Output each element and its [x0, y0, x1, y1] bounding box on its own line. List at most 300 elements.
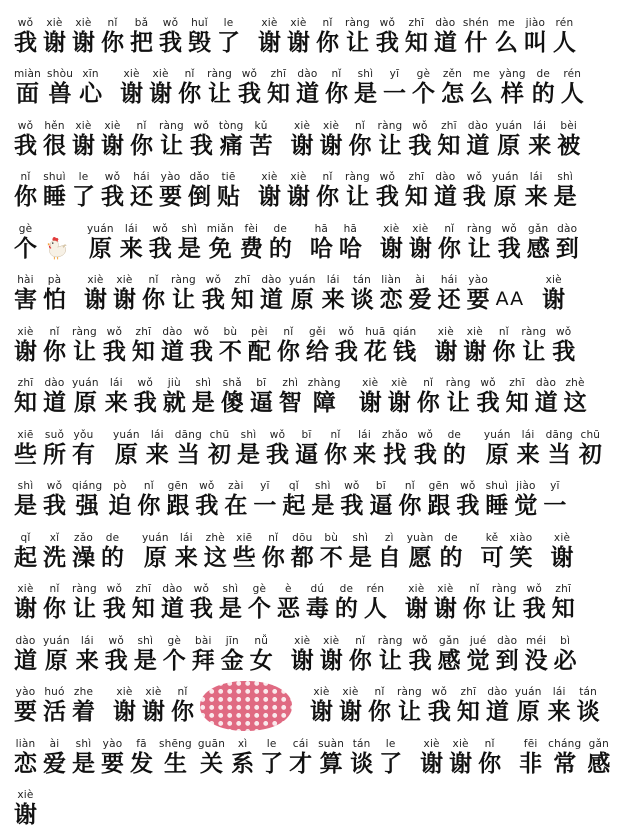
- hanzi: 还: [130, 183, 153, 210]
- pinyin: shì: [223, 583, 239, 595]
- ruby-char: [248, 326, 271, 365]
- hanzi: 你: [137, 492, 160, 519]
- hanzi: 你: [368, 698, 391, 725]
- hanzi: 来: [76, 647, 99, 674]
- ruby-char: [149, 223, 172, 262]
- hanzi: 金: [221, 647, 244, 674]
- pinyin: dú: [311, 583, 325, 595]
- hanzi: 谢: [449, 750, 472, 777]
- pinyin: wǒ: [47, 480, 62, 492]
- ruby-char: [250, 120, 273, 159]
- hanzi: 谢: [72, 132, 95, 159]
- ruby-char: [484, 429, 511, 468]
- pinyin: xiè: [17, 583, 33, 595]
- pinyin: hěn: [44, 120, 64, 132]
- pinyin: qǐ: [21, 532, 31, 544]
- pinyin: zhī: [441, 120, 457, 132]
- pinyin: ràng: [467, 223, 492, 235]
- text-line: [14, 365, 626, 417]
- pinyin: xīn: [82, 68, 98, 80]
- ruby-char: [287, 17, 310, 56]
- pinyin: wǒ: [199, 480, 214, 492]
- ruby-char: [339, 223, 362, 262]
- ruby-char: [463, 171, 486, 210]
- pinyin: cháng: [548, 738, 581, 750]
- ruby-char: [43, 17, 66, 56]
- ruby-char: [72, 429, 95, 468]
- ruby-char: [163, 635, 186, 674]
- hanzi: 我: [159, 29, 182, 56]
- hanzi: 谢: [287, 29, 310, 56]
- hanzi: 谢: [142, 698, 165, 725]
- hanzi: 道: [43, 389, 66, 416]
- ruby-char: [120, 223, 143, 262]
- ruby-char: [467, 635, 490, 674]
- hanzi: 没: [525, 647, 548, 674]
- hanzi: 毒: [306, 595, 329, 622]
- text-line: [14, 4, 626, 56]
- text-line: [14, 674, 626, 726]
- ruby-char: [340, 480, 363, 519]
- ruby-char: [14, 377, 37, 416]
- hanzi: 障: [313, 389, 336, 416]
- pinyin: nǐ: [108, 17, 118, 29]
- pinyin: nǐ: [405, 480, 415, 492]
- pinyin: yuán: [113, 429, 140, 441]
- ruby-char: [195, 480, 218, 519]
- ruby-char: [470, 68, 493, 107]
- hanzi: 你: [438, 235, 461, 262]
- pinyin: nǐ: [331, 429, 341, 441]
- pinyin: xiè: [75, 120, 91, 132]
- ruby-char: [72, 583, 97, 622]
- ruby-char: [113, 429, 140, 468]
- hanzi: 道: [296, 80, 319, 107]
- pinyin: lái: [327, 274, 340, 286]
- ruby-char: [521, 326, 546, 365]
- pinyin: yuán: [72, 377, 99, 389]
- pinyin: bǎ: [135, 17, 149, 29]
- ruby-char: [192, 635, 215, 674]
- text-line: [14, 468, 626, 520]
- hanzi: 道: [14, 647, 37, 674]
- hanzi: 不: [320, 544, 343, 571]
- hanzi: 谢: [388, 389, 411, 416]
- pinyin: zěn: [443, 68, 462, 80]
- hanzi: 就: [163, 389, 186, 416]
- pinyin: zhī: [409, 171, 425, 183]
- hanzi: 你: [349, 132, 372, 159]
- hanzi: 哈: [310, 235, 333, 262]
- hanzi: 睡: [485, 492, 508, 519]
- ruby-char: [316, 171, 339, 210]
- hanzi: 来: [517, 441, 540, 468]
- hanzi: 谢: [409, 235, 432, 262]
- pinyin: dào: [435, 17, 455, 29]
- hanzi: 你: [171, 698, 194, 725]
- pinyin: rén: [563, 68, 581, 80]
- ruby-char: [409, 223, 432, 262]
- hanzi: 着: [72, 698, 95, 725]
- pinyin: wǒ: [107, 583, 122, 595]
- ruby-char: [43, 326, 66, 365]
- pinyin: wǒ: [105, 171, 120, 183]
- hanzi: 初: [579, 441, 602, 468]
- ruby-char: [14, 17, 37, 56]
- ruby-char: [105, 377, 128, 416]
- ruby-char: [142, 686, 165, 725]
- pinyin: yuán: [142, 532, 169, 544]
- hanzi: 怎: [441, 80, 464, 107]
- hanzi: 我: [376, 29, 399, 56]
- pinyin: qǐ: [289, 480, 299, 492]
- ruby-char: [438, 635, 461, 674]
- text-line: [14, 262, 626, 314]
- hanzi: 谢: [149, 80, 172, 107]
- ruby-char: [434, 583, 457, 622]
- hanzi: 是: [237, 441, 260, 468]
- pinyin: nǐ: [50, 583, 60, 595]
- hanzi: 逼: [250, 389, 273, 416]
- hanzi: 什: [464, 29, 487, 56]
- ruby-char: [485, 480, 508, 519]
- hanzi: 个: [412, 80, 435, 107]
- pinyin: wǒ: [163, 17, 178, 29]
- ruby-char: [260, 274, 283, 313]
- pinyin: zhǎo: [382, 429, 408, 441]
- hanzi: 道: [466, 132, 489, 159]
- ruby-char: [510, 532, 533, 571]
- ruby-char: [407, 532, 434, 571]
- hanzi: 让: [378, 132, 401, 159]
- pinyin: hā: [344, 223, 358, 235]
- hanzi: 你: [463, 595, 486, 622]
- pinyin: chū: [210, 429, 230, 441]
- ruby-char: [14, 68, 41, 107]
- ruby-char: [556, 223, 579, 262]
- pinyin: wǒ: [194, 583, 209, 595]
- ruby-char: [171, 274, 196, 313]
- hanzi: 跟: [427, 492, 450, 519]
- pinyin: bì: [560, 635, 570, 647]
- ruby-char: [101, 532, 124, 571]
- ruby-char: [72, 326, 97, 365]
- ruby-char: [324, 429, 347, 468]
- ruby-char: [130, 17, 153, 56]
- pinyin: tán: [579, 686, 597, 698]
- pinyin: lái: [530, 171, 543, 183]
- hanzi: 知: [132, 595, 155, 622]
- hanzi: 我: [190, 132, 213, 159]
- pinyin: yuán: [484, 429, 511, 441]
- hanzi: 知: [457, 698, 480, 725]
- pinyin: zhī: [409, 17, 425, 29]
- pinyin: yǒu: [74, 429, 94, 441]
- ruby-char: [14, 326, 37, 365]
- ruby-char: [146, 429, 169, 468]
- ruby-char: [434, 171, 457, 210]
- pinyin: nǐ: [355, 120, 365, 132]
- ruby-char: [359, 377, 382, 416]
- ruby-char: [414, 429, 437, 468]
- hanzi: 我: [408, 132, 431, 159]
- hanzi: 谈: [350, 750, 373, 777]
- pinyin: ràng: [345, 17, 370, 29]
- ruby-char: [103, 583, 126, 622]
- pinyin: xǐ: [50, 532, 60, 544]
- hanzi: 让: [346, 183, 369, 210]
- ruby-char: [14, 789, 37, 828]
- ruby-char: [364, 326, 387, 365]
- ruby-char: [47, 68, 73, 107]
- text-line: [14, 519, 626, 571]
- ruby-char: [43, 686, 66, 725]
- text-line: [14, 571, 626, 623]
- ruby-char: [190, 120, 213, 159]
- pinyin: dào: [497, 635, 517, 647]
- rooster-icon: [43, 223, 69, 262]
- hanzi: 自: [378, 544, 401, 571]
- hanzi: 怕: [43, 286, 66, 313]
- pinyin: ràng: [72, 326, 97, 338]
- ruby-char: [72, 120, 95, 159]
- pinyin: wǒ: [107, 326, 122, 338]
- pinyin: lái: [533, 120, 546, 132]
- hanzi: 把: [130, 29, 153, 56]
- hanzi: 贴: [217, 183, 240, 210]
- ruby-char: [409, 274, 432, 313]
- pinyin: wǒ: [206, 274, 221, 286]
- hanzi: 知: [552, 595, 575, 622]
- ruby-char: [456, 480, 479, 519]
- ruby-char: [542, 274, 565, 313]
- pinyin: gè: [417, 68, 431, 80]
- pinyin: xiè: [261, 17, 277, 29]
- pinyin: ràng: [207, 68, 232, 80]
- pinyin: nǐ: [283, 326, 293, 338]
- hanzi: 的: [443, 441, 466, 468]
- hanzi: 在: [224, 492, 247, 519]
- ruby-char: [14, 532, 37, 571]
- ruby-char: [291, 635, 314, 674]
- pinyin: wǒ: [339, 326, 354, 338]
- hanzi: 个: [163, 647, 186, 674]
- pinyin: shì: [137, 635, 153, 647]
- ruby-char: [130, 171, 153, 210]
- pinyin: zhe: [74, 686, 93, 698]
- pinyin: dào: [435, 171, 455, 183]
- pinyin: de: [448, 429, 462, 441]
- ruby-char: [449, 738, 472, 777]
- hanzi: 是: [554, 183, 577, 210]
- pinyin: jué: [470, 635, 487, 647]
- hanzi: 活: [43, 698, 66, 725]
- pinyin: zì: [385, 532, 394, 544]
- pinyin: nǐ: [323, 171, 333, 183]
- hanzi: 你: [324, 441, 347, 468]
- ruby-char: [546, 429, 573, 468]
- hanzi: 你: [492, 338, 515, 365]
- ruby-char: [548, 686, 571, 725]
- pinyin: xiè: [294, 120, 310, 132]
- pinyin: xiē: [236, 532, 252, 544]
- ruby-char: [120, 68, 143, 107]
- pinyin: liàn: [381, 274, 401, 286]
- pinyin: miàn: [14, 68, 41, 80]
- ruby-char: [463, 326, 486, 365]
- ruby-char: [379, 738, 402, 777]
- ruby-char: [320, 120, 343, 159]
- hanzi: 你: [43, 595, 66, 622]
- hanzi: 傻: [221, 389, 244, 416]
- ruby-char: [310, 223, 333, 262]
- pinyin: xiè: [437, 583, 453, 595]
- pinyin: dào: [297, 68, 317, 80]
- ruby-char: [14, 635, 37, 674]
- hanzi: 让: [493, 595, 516, 622]
- ruby-char: [237, 429, 260, 468]
- hanzi: 道: [535, 389, 558, 416]
- sticker-blob: [200, 681, 292, 731]
- hanzi: 来: [528, 132, 551, 159]
- ruby-char: [405, 583, 428, 622]
- hanzi: 谈: [351, 286, 374, 313]
- hanzi: 系: [231, 750, 254, 777]
- hanzi: 一: [383, 80, 406, 107]
- ruby-char: [543, 480, 566, 519]
- hanzi: 我: [552, 338, 575, 365]
- ruby-char: [443, 429, 466, 468]
- hanzi: 生: [164, 750, 187, 777]
- ruby-char: [467, 223, 492, 262]
- hanzi: 我: [238, 80, 261, 107]
- ruby-char: [231, 274, 254, 313]
- pinyin: wǒ: [480, 377, 495, 389]
- ruby-char: [499, 68, 526, 107]
- hanzi: 你: [398, 492, 421, 519]
- pinyin: le: [386, 738, 396, 750]
- ruby-char: [349, 532, 372, 571]
- pinyin: yī: [390, 68, 400, 80]
- ruby-char: [420, 738, 443, 777]
- hanzi: 你: [349, 647, 372, 674]
- hanzi: 谢: [72, 29, 95, 56]
- pinyin: méi: [526, 635, 546, 647]
- pinyin: shuì: [486, 480, 509, 492]
- ruby-char: [291, 120, 314, 159]
- pinyin: shì: [315, 480, 331, 492]
- ruby-char: [204, 532, 227, 571]
- pinyin: gěi: [309, 326, 326, 338]
- pinyin: xiè: [412, 223, 428, 235]
- pinyin: zhàng: [308, 377, 341, 389]
- text-line: [14, 159, 626, 211]
- hanzi: 谢: [14, 801, 37, 828]
- ruby-char: [190, 326, 213, 365]
- pinyin: le: [224, 17, 234, 29]
- ruby-char: [552, 583, 575, 622]
- hanzi: 我: [195, 492, 218, 519]
- text-line: [14, 777, 626, 828]
- ruby-char: [457, 686, 480, 725]
- pinyin: de: [340, 583, 354, 595]
- pinyin: zhè: [565, 377, 584, 389]
- ruby-char: [437, 120, 460, 159]
- pinyin: ràng: [378, 635, 403, 647]
- ruby-char: [14, 120, 37, 159]
- ruby-char: [587, 738, 610, 777]
- hanzi: 很: [43, 132, 66, 159]
- ruby-char: [408, 120, 431, 159]
- ruby-char: [43, 738, 66, 777]
- ruby-char: [248, 583, 271, 622]
- pinyin: de: [274, 223, 288, 235]
- hanzi: 是: [72, 750, 95, 777]
- pinyin: bù: [224, 326, 238, 338]
- pinyin: xiè: [116, 274, 132, 286]
- hanzi: 你: [130, 132, 153, 159]
- pinyin: dǎo: [189, 171, 209, 183]
- hanzi: 常: [553, 750, 576, 777]
- pinyin: zhī: [18, 377, 34, 389]
- pinyin: nǐ: [268, 532, 278, 544]
- ruby-char: [427, 480, 450, 519]
- hanzi: 谢: [380, 235, 403, 262]
- hanzi: 你: [316, 29, 339, 56]
- ruby-char: [577, 686, 600, 725]
- ruby-char: [105, 635, 128, 674]
- pinyin: shì: [18, 480, 34, 492]
- hanzi: 道: [161, 595, 184, 622]
- pinyin: è: [285, 583, 292, 595]
- pinyin: xiè: [17, 789, 33, 801]
- hanzi: 费: [240, 235, 263, 262]
- pinyin: gǎn: [589, 738, 609, 750]
- ruby-char: [178, 223, 201, 262]
- pinyin: wǒ: [109, 635, 124, 647]
- hanzi: 来: [548, 698, 571, 725]
- hanzi: 来: [322, 286, 345, 313]
- pinyin: nǐ: [355, 635, 365, 647]
- hanzi: 谢: [113, 286, 136, 313]
- hanzi: 强: [76, 492, 99, 519]
- hanzi: 痛: [220, 132, 243, 159]
- hanzi: 觉: [467, 647, 490, 674]
- pinyin: lái: [358, 429, 371, 441]
- hanzi: 恋: [380, 286, 403, 313]
- pinyin: shēng: [159, 738, 192, 750]
- ruby-char: [388, 377, 411, 416]
- hanzi: 谢: [287, 183, 310, 210]
- ruby-char: [353, 429, 376, 468]
- pinyin: shì: [195, 377, 211, 389]
- ruby-char: [161, 583, 184, 622]
- hanzi: 样: [501, 80, 524, 107]
- ruby-char: [134, 377, 157, 416]
- hanzi: 我: [101, 183, 124, 210]
- hanzi: 一: [543, 492, 566, 519]
- hanzi: 是: [134, 647, 157, 674]
- ruby-char: [548, 738, 581, 777]
- pinyin: xiè: [342, 686, 358, 698]
- ruby-char: [316, 17, 339, 56]
- ruby-char: [478, 738, 501, 777]
- hanzi: 些: [233, 544, 256, 571]
- ruby-char: [335, 326, 358, 365]
- hanzi: 谢: [420, 750, 443, 777]
- hanzi: 么: [495, 29, 518, 56]
- ruby-char: [217, 171, 240, 210]
